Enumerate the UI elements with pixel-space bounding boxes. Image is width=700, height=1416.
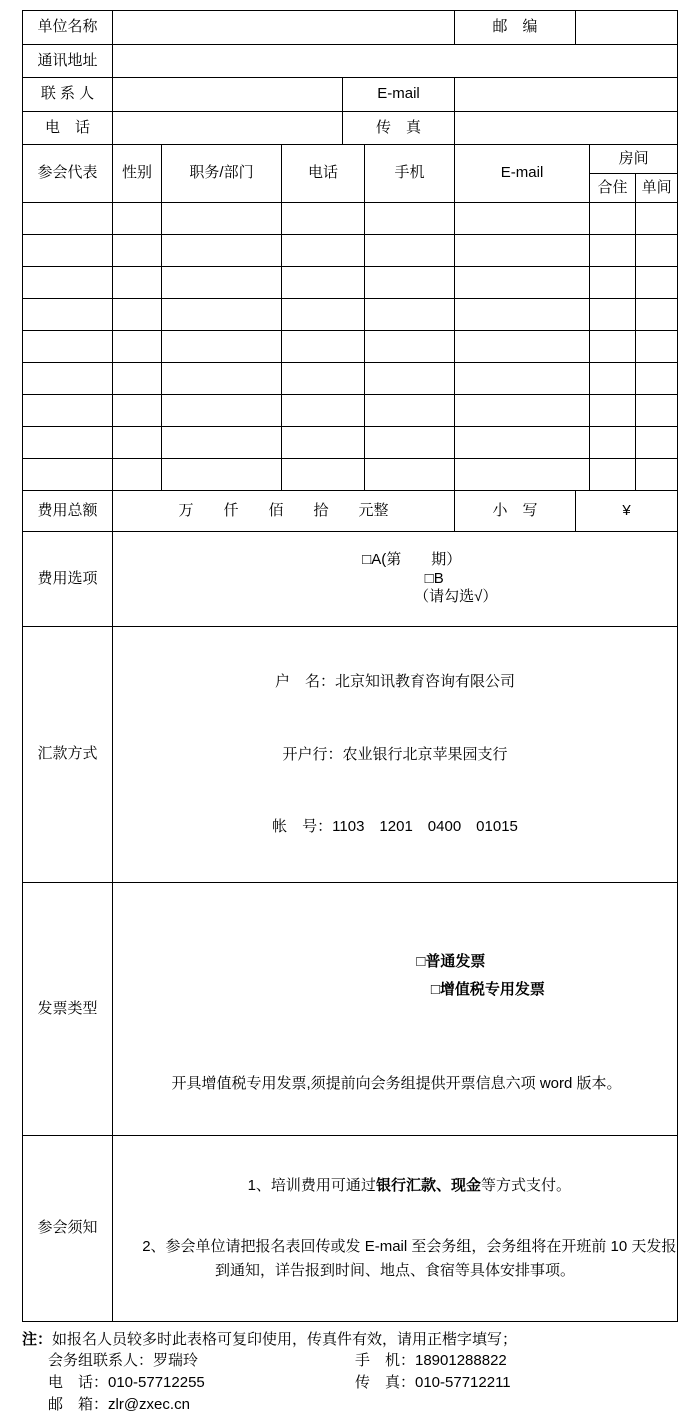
attendee-gender-input[interactable] xyxy=(113,235,162,267)
attendee-mobile-input[interactable] xyxy=(365,235,455,267)
attendee-email-header: E-mail xyxy=(455,145,590,203)
attendee-room-single-input[interactable] xyxy=(636,363,678,395)
attendee-row xyxy=(23,427,678,459)
footer-fax: 传 真：010-57712211 xyxy=(355,1373,511,1391)
attendee-email-input[interactable] xyxy=(455,299,590,331)
footer-note xyxy=(22,1329,682,1350)
attendee-phone-input[interactable] xyxy=(282,203,365,235)
attendee-room-shared-input[interactable] xyxy=(590,203,636,235)
attendee-room-single-input[interactable] xyxy=(636,395,678,427)
attendee-position-input[interactable] xyxy=(162,267,282,299)
attendee-room-shared-input[interactable] xyxy=(590,395,636,427)
attendee-header-row-1 xyxy=(23,145,678,174)
row-notice xyxy=(23,1136,678,1322)
attendee-position-input[interactable] xyxy=(162,203,282,235)
attendee-position-input[interactable] xyxy=(162,427,282,459)
attendee-room-shared-input[interactable] xyxy=(590,427,636,459)
row-invoice xyxy=(23,882,678,1136)
attendee-mobile-input[interactable] xyxy=(365,395,455,427)
attendee-rep-input[interactable] xyxy=(23,395,113,427)
footer-contact-name: 会务组联系人：罗瑞玲 xyxy=(48,1351,199,1369)
registration-table xyxy=(22,10,678,1322)
payment-bank: 开户行：农业银行北京苹果园支行 xyxy=(282,745,508,763)
yen-sign[interactable]: ¥ xyxy=(622,501,631,519)
phone-input[interactable] xyxy=(113,112,343,145)
fax-label: 传 真 xyxy=(343,112,455,145)
attendee-room-single-input[interactable] xyxy=(636,235,678,267)
attendee-mobile-input[interactable] xyxy=(365,363,455,395)
attendee-gender-input[interactable] xyxy=(113,331,162,363)
attendee-row xyxy=(23,235,678,267)
attendee-position-header: 职务/部门 xyxy=(162,145,282,203)
unit-name-label: 单位名称 xyxy=(23,11,113,45)
attendee-row xyxy=(23,203,678,235)
room-header: 房间 xyxy=(590,145,678,174)
notice-item-2: 2、参会单位请把报名表回传或发 E-mail 至会务组，会务组将在开班前 10 天发报到通知，详告报到时间、地点、食宿等具体安排事项。 xyxy=(142,1238,677,1280)
fee-option-b-checkbox[interactable]: □B xyxy=(424,569,444,587)
attendee-empty-rows xyxy=(23,203,678,491)
attendee-gender-header: 性别 xyxy=(113,145,162,203)
payment-details-cell xyxy=(113,626,678,882)
attendee-row xyxy=(23,395,678,427)
attendee-room-single-input[interactable] xyxy=(636,459,678,491)
attendee-phone-input[interactable] xyxy=(282,235,365,267)
attendee-mobile-input[interactable] xyxy=(365,203,455,235)
attendee-gender-input[interactable] xyxy=(113,459,162,491)
attendee-rep-input[interactable] xyxy=(23,427,113,459)
attendee-room-single-input[interactable] xyxy=(636,203,678,235)
attendee-gender-input[interactable] xyxy=(113,203,162,235)
attendee-rep-input[interactable] xyxy=(23,235,113,267)
attendee-rep-input[interactable] xyxy=(23,203,113,235)
attendee-rep-input[interactable] xyxy=(23,331,113,363)
fee-option-hint: （请勾选√） xyxy=(414,588,498,606)
attendee-email-input[interactable] xyxy=(455,459,590,491)
contact-email-input[interactable] xyxy=(455,78,678,112)
attendee-email-input[interactable] xyxy=(455,427,590,459)
attendee-mobile-input[interactable] xyxy=(365,459,455,491)
invoice-vat-checkbox[interactable]: □增值税专用发票 xyxy=(430,981,545,999)
attendee-room-shared-input[interactable] xyxy=(590,363,636,395)
attendee-rep-header: 参会代表 xyxy=(23,145,113,203)
attendee-phone-input[interactable] xyxy=(282,427,365,459)
attendee-position-input[interactable] xyxy=(162,299,282,331)
fax-input[interactable] xyxy=(455,112,678,145)
attendee-row xyxy=(23,459,678,491)
attendee-phone-input[interactable] xyxy=(282,363,365,395)
payment-account-name: 户 名：北京知讯教育咨询有限公司 xyxy=(275,673,516,691)
payment-label: 汇款方式 xyxy=(23,626,113,882)
fee-option-label: 费用选项 xyxy=(23,532,113,627)
total-amount-numeric-input xyxy=(576,491,678,532)
room-shared-header: 合住 xyxy=(590,174,636,203)
attendee-gender-input[interactable] xyxy=(113,299,162,331)
footer-note-text: 如报名人员较多时此表格可复印使用，传真件有效，请用正楷字填写； xyxy=(52,1330,518,1348)
row-payment xyxy=(23,626,678,882)
invoice-regular-checkbox[interactable]: □普通发票 xyxy=(416,953,486,971)
room-single-header: 单间 xyxy=(636,174,678,203)
postal-code-input[interactable] xyxy=(576,11,678,45)
attendee-position-input[interactable] xyxy=(162,331,282,363)
row-address xyxy=(23,45,678,78)
attendee-rep-input[interactable] xyxy=(23,267,113,299)
row-phone xyxy=(23,112,678,145)
attendee-room-shared-input[interactable] xyxy=(590,299,636,331)
attendee-row xyxy=(23,299,678,331)
attendee-position-input[interactable] xyxy=(162,395,282,427)
attendee-row xyxy=(23,331,678,363)
attendee-row xyxy=(23,267,678,299)
total-small-label: 小 写 xyxy=(455,491,576,532)
attendee-rep-input[interactable] xyxy=(23,459,113,491)
form-footer xyxy=(22,1329,682,1416)
attendee-room-shared-input[interactable] xyxy=(590,459,636,491)
notice-cell xyxy=(113,1136,678,1322)
invoice-note: 开具增值税专用发票,须提前向会务组提供开票信息六项 word 版本。 xyxy=(171,1074,622,1092)
fee-option-a-checkbox[interactable]: □A(第 期） xyxy=(362,550,462,568)
attendee-gender-input[interactable] xyxy=(113,395,162,427)
attendee-room-single-input[interactable] xyxy=(636,299,678,331)
attendee-room-single-input[interactable] xyxy=(636,331,678,363)
attendee-mobile-input[interactable] xyxy=(365,267,455,299)
attendee-gender-input[interactable] xyxy=(113,267,162,299)
unit-name-input[interactable] xyxy=(113,11,455,45)
attendee-email-input[interactable] xyxy=(455,235,590,267)
attendee-gender-input[interactable] xyxy=(113,427,162,459)
contact-label: 联 系 人 xyxy=(23,78,113,112)
attendee-rep-input[interactable] xyxy=(23,299,113,331)
total-amount-units[interactable]: 万 仟 佰 拾 元整 xyxy=(113,491,455,532)
phone-label: 电 话 xyxy=(23,112,113,145)
attendee-phone-header: 电话 xyxy=(282,145,365,203)
attendee-position-input[interactable] xyxy=(162,235,282,267)
attendee-row xyxy=(23,363,678,395)
invoice-label: 发票类型 xyxy=(23,882,113,1136)
row-total-fee xyxy=(23,491,678,532)
attendee-gender-input[interactable] xyxy=(113,363,162,395)
total-fee-label: 费用总额 xyxy=(23,491,113,532)
attendee-email-input[interactable] xyxy=(455,203,590,235)
attendee-room-single-input[interactable] xyxy=(636,427,678,459)
contact-input[interactable] xyxy=(113,78,343,112)
footer-phone: 电 话：010-57712255 xyxy=(48,1373,205,1391)
attendee-email-input[interactable] xyxy=(455,395,590,427)
notice-item-1: 1、培训费用可通过银行汇款、现金等方式支付。 xyxy=(247,1176,571,1194)
notice-label: 参会须知 xyxy=(23,1136,113,1322)
attendee-email-input[interactable] xyxy=(455,267,590,299)
fee-option-cell xyxy=(113,532,678,627)
footer-mobile: 手 机：18901288822 xyxy=(355,1351,507,1369)
attendee-room-shared-input[interactable] xyxy=(590,331,636,363)
attendee-rep-input[interactable] xyxy=(23,363,113,395)
attendee-phone-input[interactable] xyxy=(282,267,365,299)
address-label: 通讯地址 xyxy=(23,45,113,78)
attendee-mobile-input[interactable] xyxy=(365,427,455,459)
attendee-phone-input[interactable] xyxy=(282,395,365,427)
attendee-phone-input[interactable] xyxy=(282,459,365,491)
row-contact xyxy=(23,78,678,112)
attendee-phone-input[interactable] xyxy=(282,331,365,363)
attendee-mobile-input[interactable] xyxy=(365,331,455,363)
postal-code-label: 邮 编 xyxy=(455,11,576,45)
attendee-position-input[interactable] xyxy=(162,459,282,491)
attendee-email-input[interactable] xyxy=(455,331,590,363)
row-unit-name xyxy=(23,11,678,45)
attendee-position-input[interactable] xyxy=(162,363,282,395)
attendee-mobile-input[interactable] xyxy=(365,299,455,331)
row-fee-option xyxy=(23,532,678,627)
attendee-room-shared-input[interactable] xyxy=(590,267,636,299)
attendee-email-input[interactable] xyxy=(455,363,590,395)
attendee-room-shared-input[interactable] xyxy=(590,235,636,267)
contact-email-label: E-mail xyxy=(343,78,455,112)
footer-note-label: 注： xyxy=(22,1330,53,1348)
attendee-room-single-input[interactable] xyxy=(636,267,678,299)
footer-email: 邮 箱：zlr@zxec.cn xyxy=(48,1395,190,1413)
address-input[interactable] xyxy=(113,45,678,78)
attendee-phone-input[interactable] xyxy=(282,299,365,331)
invoice-cell xyxy=(113,882,678,1136)
payment-account-number: 帐 号：1103 1201 0400 01015 xyxy=(272,818,518,836)
attendee-mobile-header: 手机 xyxy=(365,145,455,203)
